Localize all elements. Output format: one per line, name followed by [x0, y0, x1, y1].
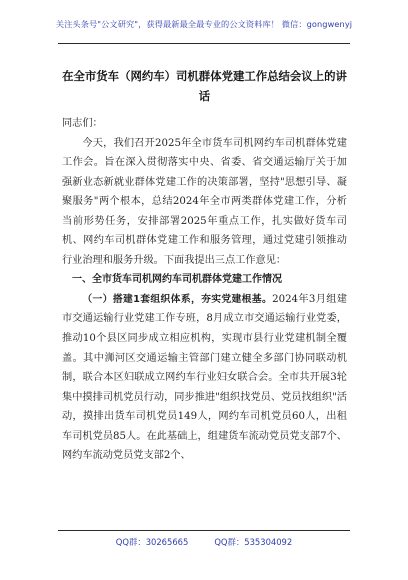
document-body [62, 114, 347, 466]
footer [0, 536, 408, 548]
footer-qq-group-1: QQ群：30265665 [115, 537, 189, 547]
paragraph-subsection-1 [62, 290, 347, 466]
paragraph-intro: 今天，我们召开2025年全市货车司机网约车司机群体党建工作会。旨在深入贯彻落实中央、省委、省交通运输厅关于加强新业态新就业群体党建工作的决策部署，坚持"思想引导、凝聚服务"两个根本，总结2024年全市两类群体党建工作，分析当前形势任务，安排部署2025年重点工作，扎实做好货车司机、网约车司机群体党建工作和服务管理，通过党建引领推动行业治理和服务升级。下面我提出三点工作意见： [62, 137, 347, 266]
footer-qq-group-2: QQ群：535304092 [214, 537, 293, 547]
footer-divider [58, 530, 350, 531]
salutation: 同志们： [62, 118, 103, 129]
header-divider [58, 43, 350, 44]
document-title: 在全市货车（网约车）司机群体党建工作总结会议上的讲话 [62, 69, 347, 103]
section-heading-1: 一、全市货车司机网约车司机群体党建工作情况 [72, 274, 282, 286]
subsection-lead-1: （一）搭建1套组织体系，夯实党建根基。 [82, 293, 273, 305]
subsection-text-1: 2024年3月组建市交通运输行业党建工作专班，8月成立市交通运输行业党委，推动10个县区同步成立相应机构，实现市县行业党建机制全覆盖。其中浉河区交通运输主管部门建立健全多部门协同联动机制，联合本区妇联成立网约车行业妇女联合会。全市共开展3轮集中摸排司机党员行动，同步推进"组织找党员、党员找组织"活动，摸排出货车司机党员149人，网约车司机党员60人，出租车司机党员85人。在此基础上，组建货车流动党员党支部7个、网约车流动党员党支部2个、 [62, 293, 347, 462]
header-banner: 关注头条号"公文研究"，获得最新最全最专业的公文资料库！ 微信：gongwenyj [55, 19, 353, 29]
